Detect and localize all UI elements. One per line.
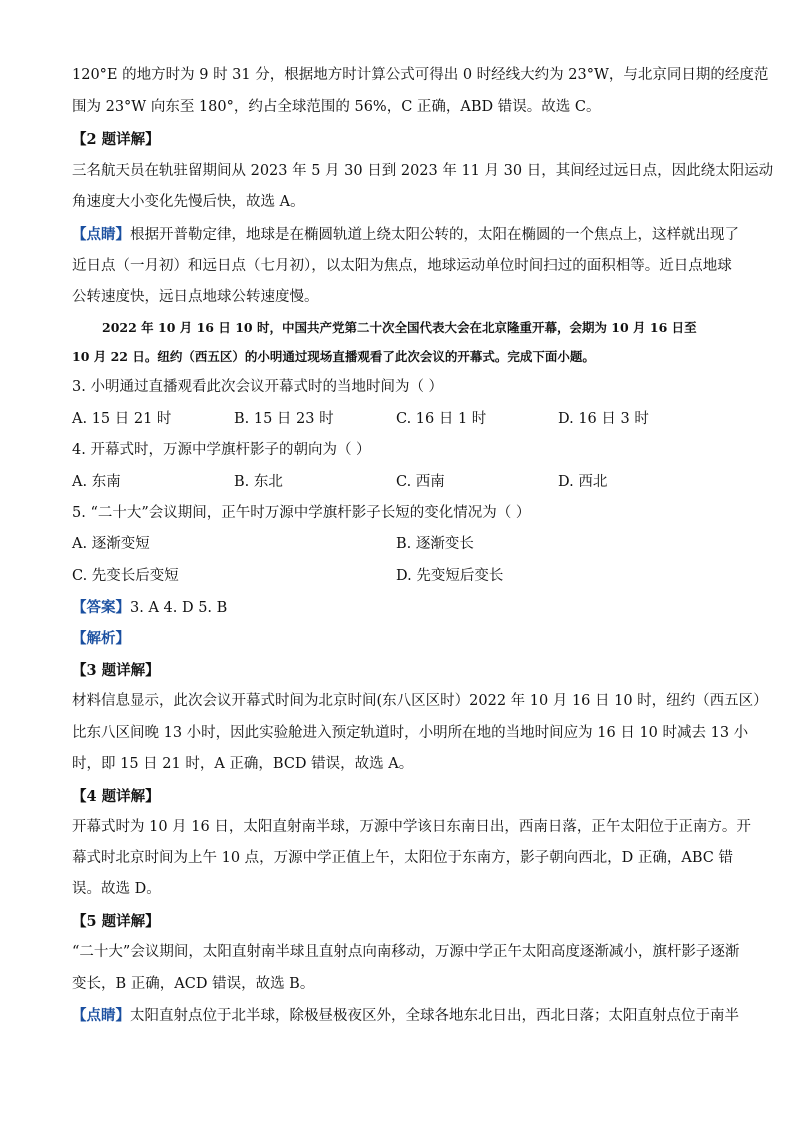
q3-option-d: D. 16 日 3 时	[558, 411, 649, 427]
text-line: 幕式时北京时间为上午 10 点，万源中学正值上午，太阳位于东南方，影子朝向西北，D 正确，ABC 错	[72, 850, 733, 866]
text-line: 时，即 15 日 21 时，A 正确，BCD 错误，故选 A。	[72, 756, 414, 772]
answer-line	[72, 592, 724, 625]
text-line: 变长，B 正确，ACD 错误，故选 B。	[72, 976, 315, 992]
q4-option-c: C. 西南	[396, 474, 445, 490]
q5-option-d: D. 先变短后变长	[396, 568, 504, 584]
q4-option-b: B. 东北	[234, 474, 283, 490]
section-heading-q3: 【3 题详解】	[72, 662, 160, 679]
answer-tag: 【答案】	[72, 599, 130, 616]
text-line: “二十大”会议期间，太阳直射南半球且直射点向南移动，万源中学正午太阳高度逐渐减小，旗杆影子逐渐	[72, 944, 740, 960]
q3-option-a: A. 15 日 21 时	[72, 411, 172, 427]
note-tag: 【点睛】	[72, 1007, 130, 1024]
note-tag: 【点睛】	[72, 226, 130, 243]
text-line: 三名航天员在轨驻留期间从 2023 年 5 月 30 日到 2023 年 11 月 30 日，其间经过远日点，因此绕太阳运动	[72, 163, 774, 179]
material-intro-line: 2022 年 10 月 16 日 10 时，中国共产党第二十次全国代表大会在北京隆重开幕，会期为 10 月 16 日至	[102, 320, 697, 335]
q3-option-b: B. 15 日 23 时	[234, 411, 334, 427]
note-line	[72, 219, 739, 252]
question-5: 5. “二十大”会议期间，正午时万源中学旗杆影子长短的变化情况为（ ）	[72, 505, 531, 521]
text-line: 公转速度快，远日点地球公转速度慢。	[72, 289, 319, 305]
section-heading-q2: 【2 题详解】	[72, 131, 160, 148]
text-line: 材料信息显示，此次会议开幕式时间为北京时间(东八区区时）2022 年 10 月 16 日 10 时，纽约（西五区）	[72, 693, 768, 709]
text-line: 误。故选 D。	[72, 881, 161, 897]
question-4: 4. 开幕式时，万源中学旗杆影子的朝向为（ ）	[72, 442, 371, 458]
section-heading-q5: 【5 题详解】	[72, 913, 160, 930]
note-line	[72, 1000, 739, 1033]
note-text: 太阳直射点位于北半球，除极昼极夜区外，全球各地东北日出，西北日落；太阳直射点位于南半	[130, 1008, 739, 1024]
q5-option-a: A. 逐渐变短	[72, 536, 150, 552]
q5-option-c: C. 先变长后变短	[72, 568, 179, 584]
q4-option-d: D. 西北	[558, 474, 608, 490]
material-intro-line: 10 月 22 日。纽约（西五区）的小明通过现场直播观看了此次会议的开幕式。完成下面小题。	[72, 349, 595, 364]
answer-values: 3. A 4. D 5. B	[130, 600, 228, 616]
question-3: 3. 小明通过直播观看此次会议开幕式时的当地时间为（ ）	[72, 379, 444, 395]
text-line: 开幕式时为 10 月 16 日，太阳直射南半球，万源中学该日东南日出，西南日落，正午太阳位于正南方。开	[72, 819, 751, 835]
text-line: 围为 23°W 向东至 180°，约占全球范围的 56%，C 正确，ABD 错误。故选 C。	[72, 99, 601, 115]
q3-option-c: C. 16 日 1 时	[396, 411, 487, 427]
q5-option-b: B. 逐渐变长	[396, 536, 474, 552]
text-line: 120°E 的地方时为 9 时 31 分，根据地方时计算公式可得出 0 时经线大约为 23°W，与北京同日期的经度范	[72, 67, 769, 83]
analysis-tag: 【解析】	[72, 630, 130, 647]
q4-option-a: A. 东南	[72, 474, 121, 490]
text-line: 比东八区间晚 13 小时，因此实验舱进入预定轨道时，小明所在地的当地时间应为 16 日 10 时减去 13 小	[72, 725, 749, 741]
note-text: 根据开普勒定律，地球是在椭圆轨道上绕太阳公转的，太阳在椭圆的一个焦点上，这样就出现了	[130, 227, 739, 243]
text-line: 角速度大小变化先慢后快，故选 A。	[72, 194, 305, 210]
section-heading-q4: 【4 题详解】	[72, 788, 160, 805]
text-line: 近日点（一月初）和远日点（七月初），以太阳为焦点，地球运动单位时间扫过的面积相等。近日点地球	[72, 258, 732, 274]
